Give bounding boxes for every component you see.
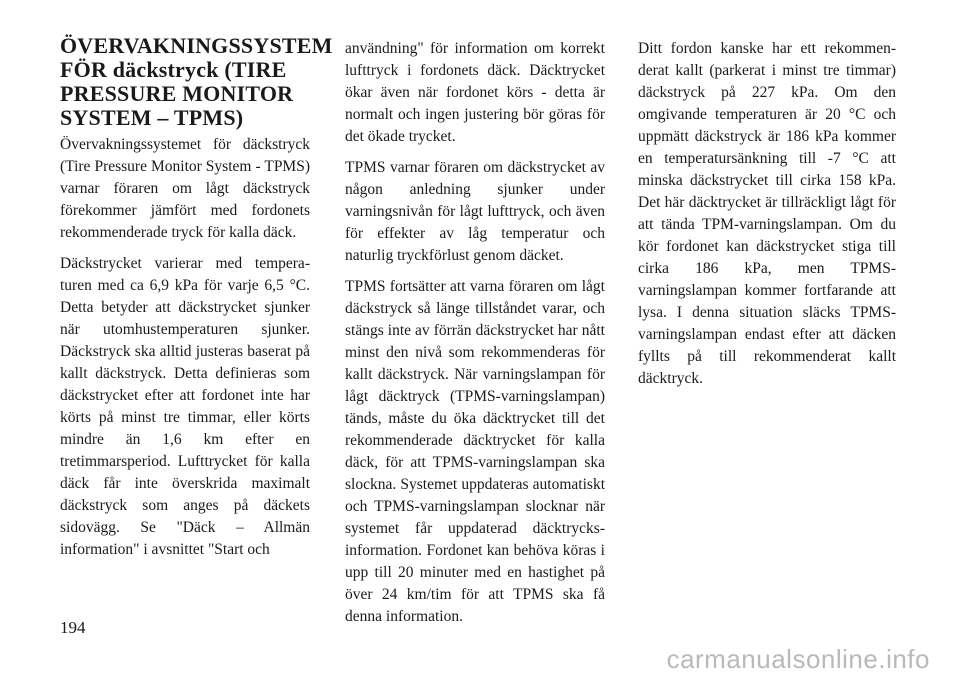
watermark: carmanualsonline.info (666, 644, 930, 674)
paragraph-temperature: Däckstrycket varierar med temperaturen med ca 6,9 kPa för varje 6,5 °C. Detta betyder att däckstrycket sjunker när utomhustemperaturen sjunker. Däckstryck ska alltid justeras baserat på kallt däckstryck. Detta definieras som däckstrycket efter att fordonet inte har körts på minst tre timmar, eller körts mindre än 1,6 km efter en tretimmarsperiod. Lufttrycket för kalla däck får inte överskrida maximalt däckstryck som anges på däckets sidovägg. Se "Däck – Allmän information" i avsnittet "Start och (60, 255, 310, 558)
column-2 (345, 38, 605, 637)
paragraph-warning-lamp: TPMS fortsätter att varna föraren om lågt däckstryck så länge tillståndet varar, och stängs inte av förrän däckstrycket har nått minst den nivå som rekommenderas för kallt däckstryck. När varningslampan för lågt däcktryck (TPMS-varningslampan) tänds, måste du öka däcktrycket till det rekommenderade däcktrycket för kalla däck, för att TPMS-varningslampan ska slockna. Systemet uppdateras automatiskt och TPMS-varningslampan slocknar när systemet får uppdaterad däcktrycksinformation. Fordonet kan behöva köras i upp till 20 minuter med en hastighet på över 24 km/tim för att TPMS ska få denna information. (345, 278, 605, 625)
paragraph-warning: TPMS varnar föraren om däckstrycket av någon anledning sjunker under varningsnivån för lågt lufttryck, och även för effekter av låg temperatur och naturlig tryckförlust genom däcket. (345, 159, 605, 264)
paragraph-intro: Övervakningssystemet för däckstryck (Tire Pressure Monitor System - TPMS) varnar föraren om lågt däckstryck förekommer jämfört med fordonets rekommenderade tryck för kalla däck. (60, 136, 310, 241)
column-3 (638, 38, 896, 399)
section-heading: ÖVERVAKNINGSSYSTEM FÖR däckstryck (TIRE PRESSURE MONITOR SYSTEM – TPMS) (60, 33, 333, 130)
paragraph-example: Ditt fordon kanske har ett rekommenderat kallt (parkerat i minst tre timmar) däckstryck på 227 kPa. Om den omgivande temperaturen är 20 °C och uppmätt däckstryck är 186 kPa kommer en temperatursänkning till -7 °C att minska däckstrycket till cirka 158 kPa. Det här däcktrycket är tillräckligt lågt för att tända TPM-varningslampan. Om du kör fordonet kan däckstrycket stiga till cirka 186 kPa, men TPMS-varningslampan kommer fortfarande att lysa. I denna situation släcks TPMS-varningslampan endast efter att däcken fyllts på till rekommenderat kallt däcktryck. (638, 40, 896, 387)
paragraph-temperature-continued: användning" för information om korrekt lufttryck i fordonets däck. Däcktrycket ökar även när fordonet körs - detta är normalt och ingen justering bör göras för det ökade trycket. (345, 40, 605, 145)
column-1 (60, 33, 333, 570)
page-number: 194 (60, 618, 86, 637)
